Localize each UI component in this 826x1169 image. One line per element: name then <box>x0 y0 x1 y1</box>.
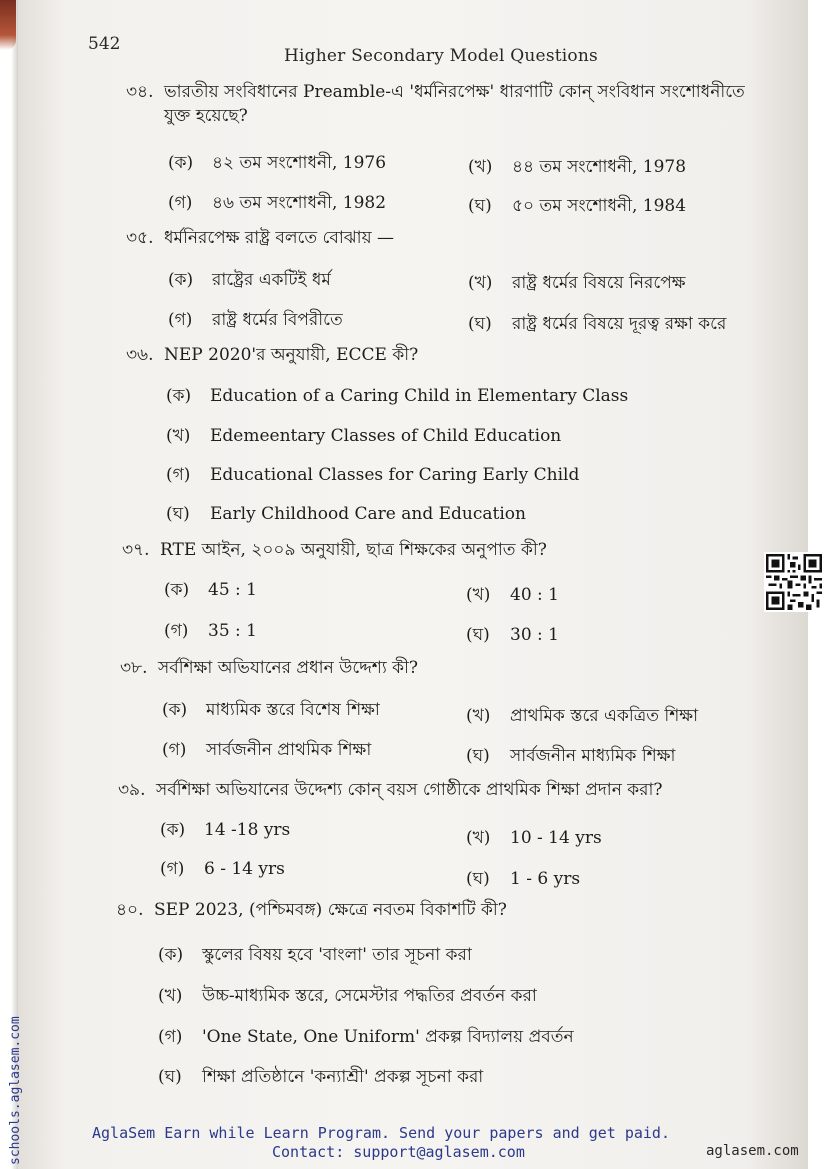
option-35-d <box>468 311 726 339</box>
option-text: Early Childhood Care and Education <box>210 504 526 524</box>
question-text: NEP 2020'র অনুযায়ী, ECCE কী? <box>164 345 419 365</box>
option-text: ৪২ তম সংশোধনী, 1976 <box>212 153 387 173</box>
option-38-a <box>162 697 380 725</box>
option-text: ৪৬ তম সংশোধনী, 1982 <box>212 193 387 213</box>
option-39-b <box>466 825 602 853</box>
running-head: Higher Secondary Model Questions <box>284 46 598 66</box>
option-text: সার্বজনীন প্রাথমিক শিক্ষা <box>206 740 372 760</box>
option-label: (ঘ) <box>468 314 492 334</box>
option-text: উচ্চ-মাধ্যমিক স্তরে, সেমেস্টার পদ্ধতির প্রবর্তন করা <box>202 986 537 1006</box>
option-text: 35 : 1 <box>208 621 257 641</box>
vertical-watermark: schools.aglasem.com <box>8 1016 23 1165</box>
option-text: 14 -18 yrs <box>204 820 291 840</box>
option-label: (ঘ) <box>466 869 490 889</box>
option-39-d <box>466 866 580 894</box>
question-text-continued: যুক্ত হয়েছে? <box>164 106 248 126</box>
option-text: Edemeentary Classes of Child Education <box>210 426 562 446</box>
option-36-a <box>166 383 628 411</box>
option-35-c <box>168 307 343 335</box>
option-label: (ঘ) <box>466 746 490 766</box>
option-label: (খ) <box>466 585 491 605</box>
option-label: (ক) <box>166 386 192 406</box>
option-text: ৫০ তম সংশোধনী, 1984 <box>512 196 687 216</box>
option-text: 40 : 1 <box>510 585 559 605</box>
question-number: ৩৯. <box>118 780 146 800</box>
option-39-c <box>160 856 285 884</box>
option-37-c <box>164 618 257 646</box>
option-label: (খ) <box>166 426 191 446</box>
option-36-d <box>166 501 526 529</box>
option-37-b <box>466 582 559 610</box>
question-number: ৩৪. <box>126 82 154 102</box>
question-text: ধর্মনিরপেক্ষ রাষ্ট্র বলতে বোঝায় — <box>164 228 395 248</box>
question-number: ৩৫. <box>126 228 154 248</box>
question-text: সর্বশিক্ষা অভিযানের প্রধান উদ্দেশ্য কী? <box>158 658 419 678</box>
option-36-c <box>166 462 579 490</box>
question-40 <box>116 898 776 922</box>
question-text: SEP 2023, (পশ্চিমবঙ্গ) ক্ষেত্রে নবতম বিকাশটি কী? <box>154 900 507 920</box>
qr-code-graphic <box>766 554 822 610</box>
option-34-b <box>468 154 686 182</box>
question-text: সর্বশিক্ষা অভিযানের উদ্দেশ্য কোন্ বয়স গোষ্ঠীকে প্রাথমিক শিক্ষা প্রদান করা? <box>156 780 663 800</box>
option-40-d <box>158 1064 483 1092</box>
option-39-a <box>160 817 290 845</box>
option-40-a <box>158 942 472 970</box>
option-label: (গ) <box>162 740 187 760</box>
question-38 <box>120 656 780 680</box>
footer-site-link[interactable]: aglasem.com <box>706 1143 799 1159</box>
option-35-a <box>168 267 331 295</box>
option-38-c <box>162 737 371 765</box>
option-label: (গ) <box>168 193 193 213</box>
option-label: (গ) <box>168 310 193 330</box>
option-text: 1 - 6 yrs <box>510 869 581 889</box>
option-text: মাধ্যমিক স্তরে বিশেষ শিক্ষা <box>206 700 380 720</box>
option-text: Educational Classes for Caring Early Child <box>210 465 580 485</box>
option-text: রাষ্ট্র ধর্মের বিপরীতে <box>212 310 343 330</box>
question-34 <box>126 80 786 128</box>
option-text: 'One State, One Uniform' প্রকল্প বিদ্যালয় প্রবর্তন <box>202 1027 574 1047</box>
question-number: ৩৭. <box>122 540 150 560</box>
question-39 <box>118 778 778 802</box>
question-number: ৩৬. <box>126 345 154 365</box>
option-34-c <box>168 190 386 218</box>
option-text: 45 : 1 <box>208 580 257 600</box>
option-label: (ঘ) <box>166 504 190 524</box>
option-text: Education of a Caring Child in Elementary Class <box>210 386 629 406</box>
option-34-d <box>468 193 686 221</box>
option-label: (খ) <box>468 157 493 177</box>
option-text: 6 - 14 yrs <box>204 859 285 879</box>
option-text: রাষ্ট্রের একটিই ধর্ম <box>212 270 331 290</box>
option-40-b <box>158 983 537 1011</box>
option-label: (ক) <box>168 153 194 173</box>
option-34-a <box>168 150 386 178</box>
option-label: (গ) <box>164 621 189 641</box>
option-label: (ক) <box>168 270 194 290</box>
option-40-c <box>158 1024 574 1052</box>
option-text: 10 - 14 yrs <box>510 828 602 848</box>
option-text: 30 : 1 <box>510 625 559 645</box>
page-number: 542 <box>88 34 121 54</box>
question-number: ৩৮. <box>120 658 148 678</box>
option-label: (ঘ) <box>158 1067 182 1087</box>
option-label: (গ) <box>160 859 185 879</box>
option-36-b <box>166 423 561 451</box>
option-label: (ক) <box>158 945 184 965</box>
option-label: (খ) <box>158 986 183 1006</box>
option-35-b <box>468 270 686 298</box>
option-label: (খ) <box>468 273 493 293</box>
option-label: (খ) <box>466 706 491 726</box>
option-text: শিক্ষা প্রতিষ্ঠানে 'কন্যাশ্রী' প্রকল্প সূচনা করা <box>202 1067 484 1087</box>
option-37-a <box>164 577 257 605</box>
option-label: (খ) <box>466 828 491 848</box>
option-38-b <box>466 703 698 731</box>
option-label: (ক) <box>164 580 190 600</box>
option-text: প্রাথমিক স্তরে একত্রিত শিক্ষা <box>510 706 699 726</box>
option-text: রাষ্ট্র ধর্মের বিষয়ে দূরত্ব রক্ষা করে <box>512 314 727 334</box>
option-text: স্কুলের বিষয় হবে 'বাংলা' তার সূচনা করা <box>202 945 472 965</box>
option-label: (ঘ) <box>468 196 492 216</box>
question-text: RTE আইন, ২০০৯ অনুযায়ী, ছাত্র শিক্ষকের অনুপাত কী? <box>160 540 547 560</box>
question-35 <box>126 226 786 250</box>
option-label: (ঘ) <box>466 625 490 645</box>
question-36 <box>126 343 786 367</box>
footer-promo-text: AglaSem Earn while Learn Program. Send your papers and get paid. <box>92 1124 670 1142</box>
question-text: ভারতীয় সংবিধানের Preamble-এ 'ধর্মনিরপেক্ষ' ধারণাটি কোন্ সংবিধান সংশোধনীতে <box>164 82 745 102</box>
footer-contact-text: Contact: support@aglasem.com <box>272 1143 525 1161</box>
question-37 <box>122 538 782 562</box>
page-left-edge <box>0 0 20 1169</box>
option-38-d <box>466 743 675 771</box>
qr-code-icon <box>764 552 824 612</box>
option-label: (ক) <box>162 700 188 720</box>
option-37-d <box>466 622 559 650</box>
option-label: (গ) <box>166 465 191 485</box>
option-text: সার্বজনীন মাধ্যমিক শিক্ষা <box>510 746 676 766</box>
option-text: ৪৪ তম সংশোধনী, 1978 <box>512 157 687 177</box>
option-label: (গ) <box>158 1027 183 1047</box>
option-text: রাষ্ট্র ধর্মের বিষয়ে নিরপেক্ষ <box>512 273 686 293</box>
binding-corner-mark <box>0 0 16 50</box>
question-number: ৪০. <box>116 900 144 920</box>
option-label: (ক) <box>160 820 186 840</box>
